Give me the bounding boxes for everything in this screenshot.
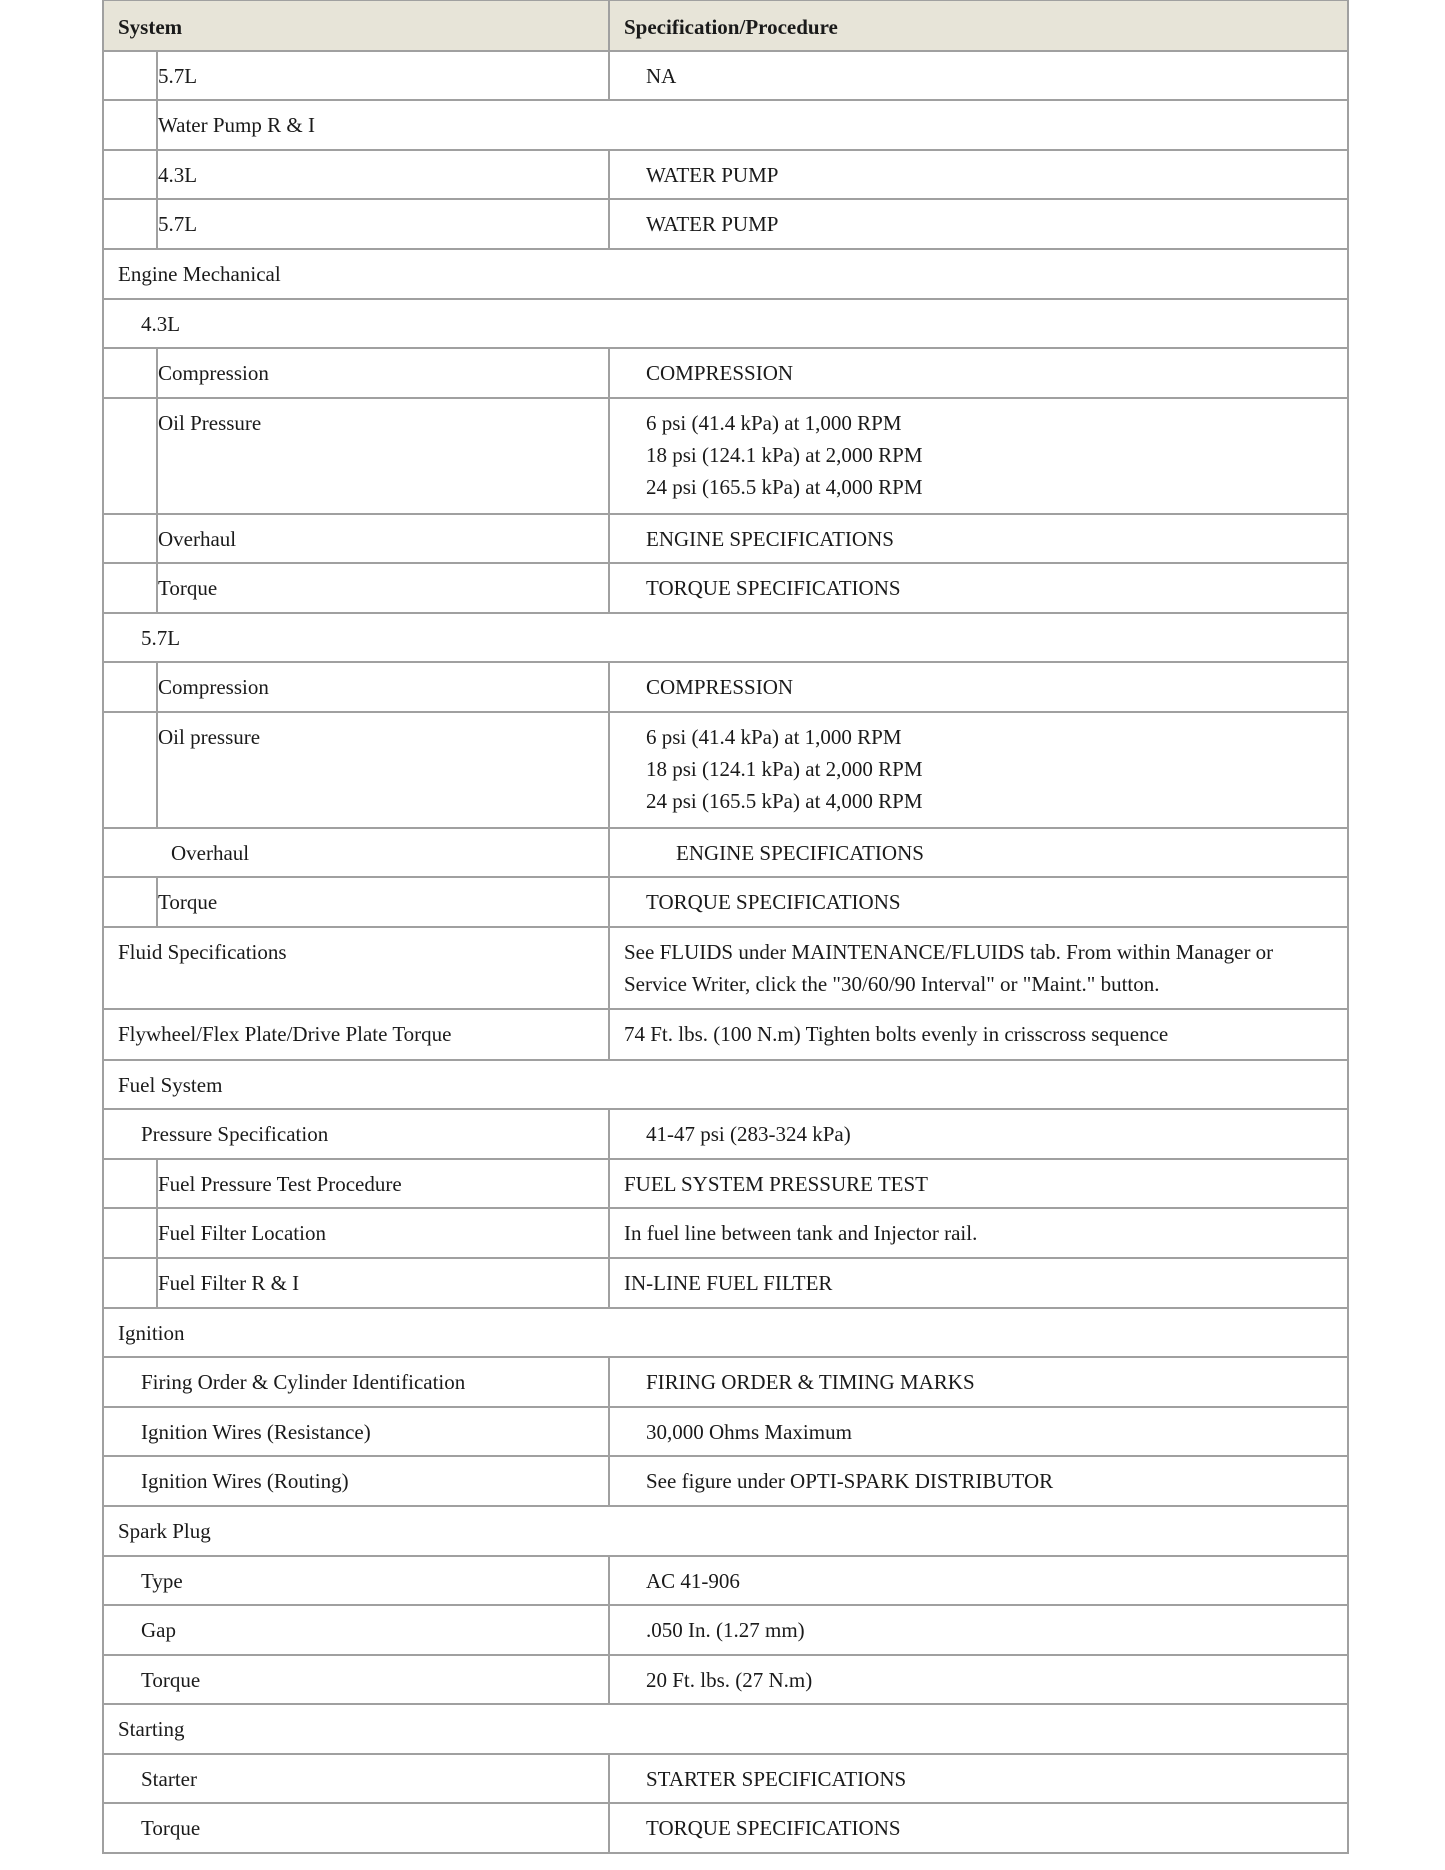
table-row <box>102 200 1349 250</box>
system-cell <box>104 1259 608 1307</box>
spec-cell <box>608 1606 1347 1654</box>
system-label: Starter <box>141 1767 197 1791</box>
spec-cell <box>608 349 1347 397</box>
indent-stub <box>104 52 158 99</box>
system-label: Torque <box>141 1816 201 1840</box>
table-row <box>102 1557 1349 1606</box>
spec-text: COMPRESSION <box>646 675 794 699</box>
system-cell <box>104 614 1347 661</box>
system-label: Type <box>141 1569 183 1593</box>
indent-stub <box>104 151 158 198</box>
system-cell <box>104 878 608 926</box>
indent-stub <box>104 713 158 827</box>
system-label: Ignition <box>118 1321 185 1345</box>
spec-cell <box>608 515 1347 562</box>
system-label: Overhaul <box>171 841 250 865</box>
spec-text: See FLUIDS under MAINTENANCE/FLUIDS tab. From within Manager or <box>624 940 1274 964</box>
indent-stub <box>104 101 158 149</box>
system-cell <box>104 1705 1347 1753</box>
spec-cell <box>608 1110 1347 1158</box>
spec-cell <box>608 1358 1347 1406</box>
system-cell <box>104 1358 608 1406</box>
system-label: 4.3L <box>158 163 198 187</box>
table-row <box>102 1755 1349 1804</box>
system-cell <box>104 349 608 397</box>
system-label: Fuel Filter R & I <box>158 1271 300 1295</box>
indent-stub <box>104 200 158 248</box>
spec-text: TORQUE SPECIFICATIONS <box>646 890 901 914</box>
spec-text: FIRING ORDER & TIMING MARKS <box>646 1370 975 1394</box>
indent-stub <box>104 1209 158 1257</box>
system-label: Overhaul <box>158 527 237 551</box>
system-cell <box>104 1656 608 1703</box>
spec-text: WATER PUMP <box>646 163 779 187</box>
spec-text: FUEL SYSTEM PRESSURE TEST <box>624 1172 928 1196</box>
system-cell <box>104 300 1347 347</box>
indent-stub <box>104 878 158 926</box>
system-cell <box>104 1309 1347 1356</box>
system-cell <box>104 1507 1347 1555</box>
system-cell <box>104 1110 608 1158</box>
system-cell <box>104 151 608 198</box>
system-label: Fuel Filter Location <box>158 1221 326 1245</box>
table-row <box>102 1209 1349 1259</box>
spec-text: 6 psi (41.4 kPa) at 1,000 RPM <box>646 725 902 749</box>
system-label: Fluid Specifications <box>118 940 287 964</box>
spec-text: 6 psi (41.4 kPa) at 1,000 RPM <box>646 411 902 435</box>
system-label: Water Pump R & I <box>158 113 315 137</box>
table-row <box>102 515 1349 564</box>
system-label: Torque <box>158 576 218 600</box>
system-cell <box>104 713 608 827</box>
indent-stub <box>104 399 158 513</box>
table-row <box>102 1457 1349 1507</box>
system-label: 5.7L <box>158 212 198 236</box>
indent-stub <box>104 1160 158 1207</box>
system-label: Ignition Wires (Resistance) <box>141 1420 371 1444</box>
system-label: Torque <box>158 890 218 914</box>
table-row <box>102 1656 1349 1705</box>
table-row <box>102 1110 1349 1160</box>
system-cell <box>104 399 608 513</box>
spec-text: STARTER SPECIFICATIONS <box>646 1767 907 1791</box>
header-spec-cell <box>608 1 1347 50</box>
spec-cell <box>608 1408 1347 1455</box>
table-row <box>102 1358 1349 1408</box>
spec-text: See figure under OPTI-SPARK DISTRIBUTOR <box>646 1469 1054 1493</box>
system-cell <box>104 200 608 248</box>
table-row <box>102 663 1349 713</box>
spec-text: 20 Ft. lbs. (27 N.m) <box>646 1668 813 1692</box>
table-row <box>102 614 1349 663</box>
spec-text: IN-LINE FUEL FILTER <box>624 1271 833 1295</box>
table-row <box>102 1061 1349 1110</box>
header-system: System <box>118 15 183 39</box>
system-cell <box>104 52 608 99</box>
spec-text: ENGINE SPECIFICATIONS <box>646 527 894 551</box>
system-label: Fuel Pressure Test Procedure <box>158 1172 402 1196</box>
system-cell <box>104 1755 608 1802</box>
table-row <box>102 1259 1349 1309</box>
spec-cell <box>608 1457 1347 1505</box>
system-label: Gap <box>141 1618 176 1642</box>
spec-cell <box>608 1209 1347 1257</box>
system-cell <box>104 1010 608 1059</box>
system-label: Starting <box>118 1717 185 1741</box>
spec-text: 24 psi (165.5 kPa) at 4,000 RPM <box>646 475 923 499</box>
spec-cell <box>608 151 1347 198</box>
system-label: 5.7L <box>141 626 181 650</box>
table-row <box>102 878 1349 928</box>
system-label: Compression <box>158 675 269 699</box>
indent-stub <box>104 564 158 612</box>
system-label: Oil pressure <box>158 725 261 749</box>
table-row <box>102 1804 1349 1854</box>
spec-text: 30,000 Ohms Maximum <box>646 1420 852 1444</box>
table-row <box>102 1010 1349 1061</box>
table-row <box>102 399 1349 515</box>
table-row <box>102 151 1349 200</box>
spec-text: 18 psi (124.1 kPa) at 2,000 RPM <box>646 757 923 781</box>
table-header-row <box>102 1 1349 52</box>
system-cell <box>104 1804 608 1852</box>
spec-cell <box>608 52 1347 99</box>
system-cell <box>104 1408 608 1455</box>
spec-cell <box>608 1804 1347 1852</box>
spec-text: 74 Ft. lbs. (100 N.m) Tighten bolts evenly in crisscross sequence <box>624 1022 1169 1046</box>
system-cell <box>104 515 608 562</box>
system-cell <box>104 1209 608 1257</box>
spec-cell <box>608 1557 1347 1604</box>
spec-text: 24 psi (165.5 kPa) at 4,000 RPM <box>646 789 923 813</box>
header-system-cell <box>104 1 608 50</box>
system-label: Torque <box>141 1668 201 1692</box>
indent-stub <box>104 349 158 397</box>
spec-cell <box>608 1259 1347 1307</box>
table-row <box>102 1408 1349 1457</box>
system-label: Flywheel/Flex Plate/Drive Plate Torque <box>118 1022 452 1046</box>
system-cell <box>104 1606 608 1654</box>
header-spec: Specification/Procedure <box>624 15 838 39</box>
spec-text: 18 psi (124.1 kPa) at 2,000 RPM <box>646 443 923 467</box>
spec-text: ENGINE SPECIFICATIONS <box>676 841 924 865</box>
table-row <box>102 101 1349 151</box>
table-row <box>102 349 1349 399</box>
system-label: 4.3L <box>141 312 181 336</box>
table-row <box>102 1705 1349 1755</box>
spec-cell <box>608 1010 1347 1059</box>
system-cell <box>104 250 1347 298</box>
table-row <box>102 928 1349 1010</box>
system-cell <box>104 101 1347 149</box>
system-label: Firing Order & Cylinder Identification <box>141 1370 466 1394</box>
table-row <box>102 829 1349 878</box>
system-cell <box>104 1160 608 1207</box>
system-label: Oil Pressure <box>158 411 262 435</box>
table-row <box>102 564 1349 614</box>
spec-text: In fuel line between tank and Injector rail. <box>624 1221 978 1245</box>
spec-cell <box>608 399 1347 513</box>
system-label: 5.7L <box>158 64 198 88</box>
spec-text: 41-47 psi (283-324 kPa) <box>646 1122 851 1146</box>
system-cell <box>104 1457 608 1505</box>
spec-cell <box>608 928 1347 1008</box>
spec-cell <box>608 713 1347 827</box>
system-cell <box>104 564 608 612</box>
table-row <box>102 300 1349 349</box>
indent-stub <box>104 1259 158 1307</box>
spec-cell <box>608 829 1347 876</box>
system-label: Engine Mechanical <box>118 262 281 286</box>
spec-text: AC 41-906 <box>646 1569 740 1593</box>
spec-text: NA <box>646 64 677 88</box>
indent-stub <box>104 663 158 711</box>
table-row <box>102 1606 1349 1656</box>
system-cell <box>104 663 608 711</box>
spec-cell <box>608 564 1347 612</box>
system-cell <box>104 1557 608 1604</box>
spec-table <box>102 0 1349 1854</box>
spec-text: COMPRESSION <box>646 361 794 385</box>
system-label: Spark Plug <box>118 1519 211 1543</box>
spec-text: WATER PUMP <box>646 212 779 236</box>
system-label: Compression <box>158 361 269 385</box>
indent-stub <box>104 515 158 562</box>
spec-cell <box>608 1656 1347 1703</box>
spec-cell <box>608 878 1347 926</box>
system-cell <box>104 1061 1347 1108</box>
system-label: Pressure Specification <box>141 1122 329 1146</box>
spec-cell <box>608 1755 1347 1802</box>
system-label: Ignition Wires (Routing) <box>141 1469 349 1493</box>
spec-text: TORQUE SPECIFICATIONS <box>646 576 901 600</box>
spec-cell <box>608 1160 1347 1207</box>
table-row <box>102 1507 1349 1557</box>
spec-text: TORQUE SPECIFICATIONS <box>646 1816 901 1840</box>
spec-text: .050 In. (1.27 mm) <box>646 1618 805 1642</box>
system-cell <box>104 829 608 876</box>
spec-cell <box>608 200 1347 248</box>
table-row <box>102 1309 1349 1358</box>
table-row <box>102 250 1349 300</box>
spec-text: Service Writer, click the "30/60/90 Interval" or "Maint." button. <box>624 972 1160 996</box>
table-row <box>102 52 1349 101</box>
table-row <box>102 713 1349 829</box>
spec-cell <box>608 663 1347 711</box>
system-cell <box>104 928 608 1008</box>
system-label: Fuel System <box>118 1073 223 1097</box>
table-row <box>102 1160 1349 1209</box>
